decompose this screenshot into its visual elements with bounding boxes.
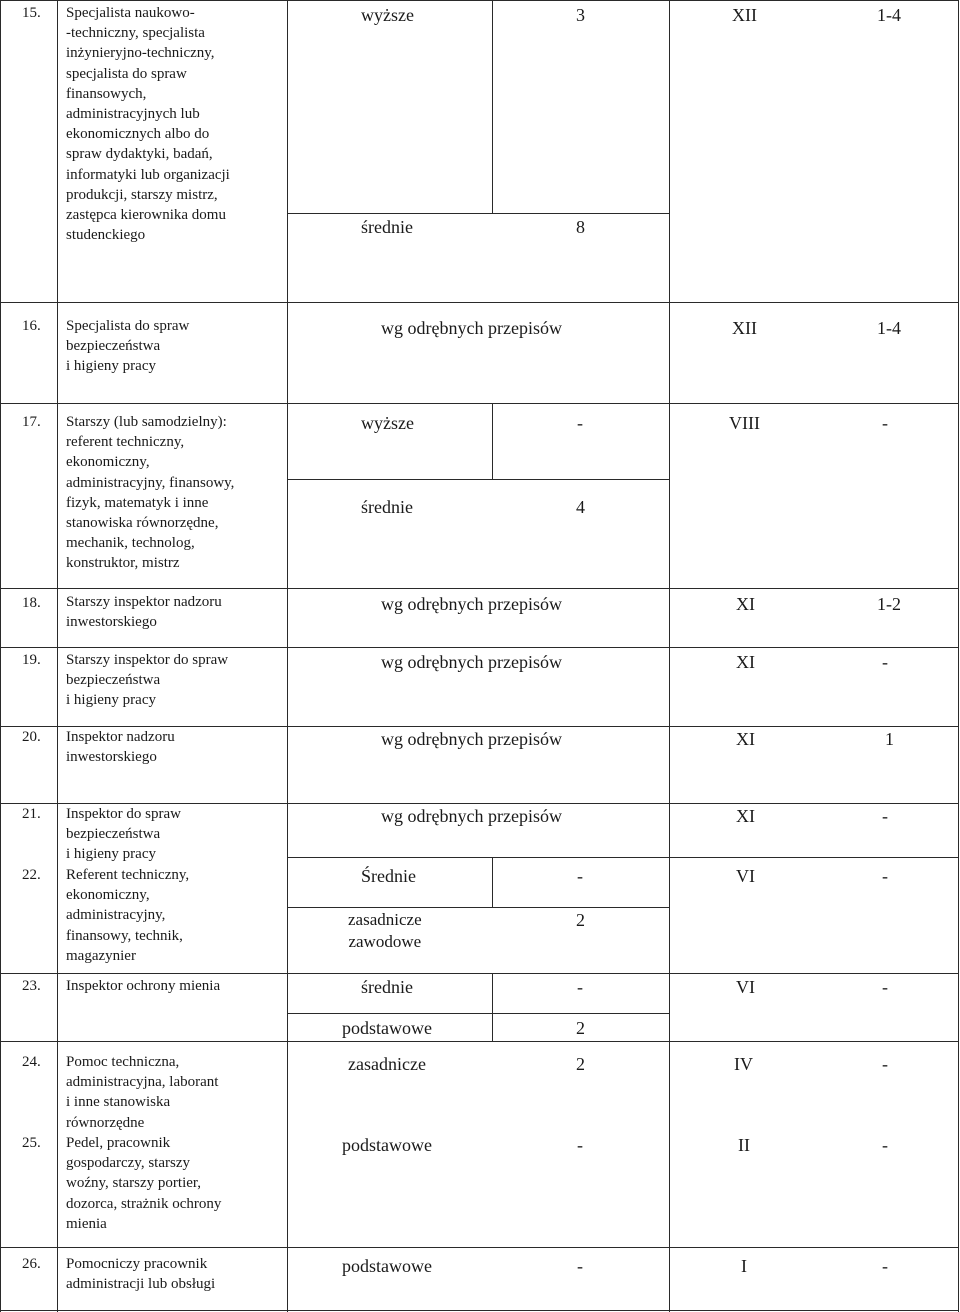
salary-grade: VI	[736, 977, 755, 997]
years-required: -	[577, 1256, 583, 1276]
salary-grade: IV	[734, 1054, 753, 1074]
row-number: 21.	[22, 806, 41, 822]
salary-grade: I	[741, 1256, 747, 1276]
row-number: 26.	[22, 1256, 41, 1272]
position-name: Starszy (lub samodzielny): referent techniczny, ekonomiczny, administracyjny, finansowy, fizyk, matematyk i inne stanowiska równorzędne, mechanik, technolog, konstruktor, mistrz	[66, 414, 235, 572]
position-name: Pedel, pracownik gospodarczy, starszy woźny, starszy portier, dozorca, strażnik ochrony mienia	[66, 1135, 222, 1232]
salary-grade: XII	[732, 318, 757, 338]
category: -	[882, 1135, 888, 1155]
row-number: 15.	[22, 5, 41, 21]
row-number: 18.	[22, 595, 41, 611]
salary-grade: II	[738, 1135, 750, 1155]
years-required: 8	[576, 217, 585, 237]
row-number: 25.	[22, 1135, 41, 1151]
position-name: Specjalista do spraw bezpieczeństwa i higieny pracy	[66, 318, 190, 375]
category: 1-2	[877, 594, 901, 614]
requirement-text: wg odrębnych przepisów	[381, 594, 562, 614]
row-number: 22.	[22, 867, 41, 883]
years-required: 3	[576, 5, 585, 25]
position-name: Specjalista naukowo- -techniczny, specjalista inżynieryjno-techniczny, specjalista do spraw finansowych, administracyjnych lub ekonomicznych albo do spraw dydaktyki, badań, informatyki lub organizacji produkcji, starszy mistrz, zastępca kierownika domu studenckiego	[66, 5, 230, 244]
years-required: 2	[576, 910, 585, 930]
category: -	[882, 977, 888, 997]
education-level: zasadnicze	[348, 1054, 426, 1074]
education-level: podstawowe	[342, 1256, 432, 1276]
requirement-text: wg odrębnych przepisów	[381, 652, 562, 672]
salary-grade: VIII	[729, 413, 760, 433]
position-name: Starszy inspektor do spraw bezpieczeństwa i higieny pracy	[66, 652, 229, 709]
category: 1	[885, 729, 894, 749]
row-number: 19.	[22, 652, 41, 668]
education-level: wyższe	[361, 5, 414, 25]
education-level: średnie	[361, 217, 413, 237]
category: -	[882, 806, 888, 826]
category: 1-4	[877, 318, 901, 338]
requirement-text: wg odrębnych przepisów	[381, 318, 562, 338]
years-required: -	[577, 413, 583, 433]
years-required: -	[577, 977, 583, 997]
category: 1-4	[877, 5, 901, 25]
position-name: Starszy inspektor nadzoru inwestorskiego	[66, 594, 222, 631]
salary-grade: XI	[736, 652, 755, 672]
years-required: -	[577, 1135, 583, 1155]
row-number: 17.	[22, 414, 41, 430]
education-level: wyższe	[361, 413, 414, 433]
salary-grade: XI	[736, 594, 755, 614]
position-name: Inspektor do spraw bezpieczeństwa i higieny pracy	[66, 806, 181, 863]
years-required: 4	[576, 497, 585, 517]
category: -	[882, 1054, 888, 1074]
position-name: Inspektor ochrony mienia	[66, 978, 221, 994]
row-number: 23.	[22, 978, 41, 994]
row-number: 16.	[22, 318, 41, 334]
education-level: Średnie	[361, 866, 416, 886]
salary-grade: VI	[736, 866, 755, 886]
category: -	[882, 1256, 888, 1276]
position-name: Pomocniczy pracownik administracji lub obsługi	[66, 1256, 216, 1293]
education-level: średnie	[361, 977, 413, 997]
requirement-text: wg odrębnych przepisów	[381, 729, 562, 749]
education-level: zasadnicze zawodowe	[348, 910, 422, 951]
salary-grade: XII	[732, 5, 757, 25]
education-level: podstawowe	[342, 1018, 432, 1038]
category: -	[882, 652, 888, 672]
salary-grade: XI	[736, 806, 755, 826]
position-name: Pomoc techniczna, administracyjna, laborant i inne stanowiska równorzędne	[66, 1054, 219, 1131]
category: -	[882, 413, 888, 433]
position-name: Inspektor nadzoru inwestorskiego	[66, 729, 175, 766]
position-name: Referent techniczny, ekonomiczny, administracyjny, finansowy, technik, magazynier	[66, 867, 190, 964]
education-level: średnie	[361, 497, 413, 517]
requirement-text: wg odrębnych przepisów	[381, 806, 562, 826]
row-number: 20.	[22, 729, 41, 745]
row-number: 24.	[22, 1054, 41, 1070]
years-required: 2	[576, 1018, 585, 1038]
years-required: -	[577, 866, 583, 886]
education-level: podstawowe	[342, 1135, 432, 1155]
category: -	[882, 866, 888, 886]
salary-grade: XI	[736, 729, 755, 749]
years-required: 2	[576, 1054, 585, 1074]
